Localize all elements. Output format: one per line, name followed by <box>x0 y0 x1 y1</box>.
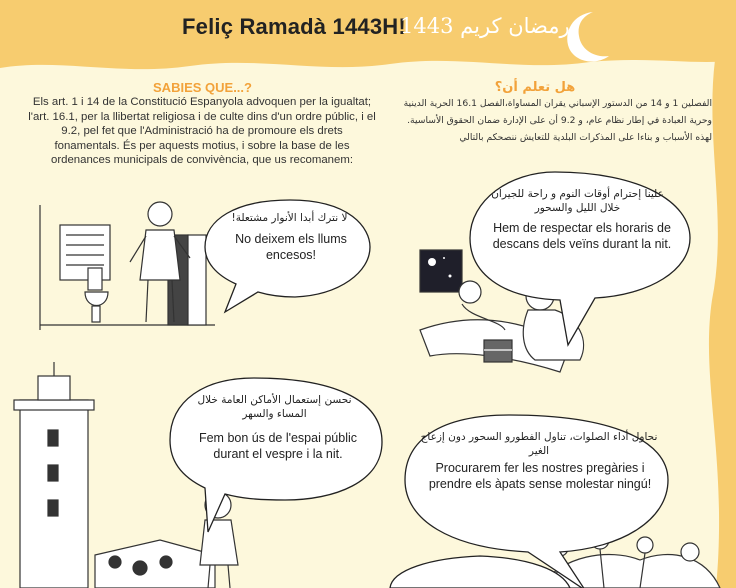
page-title-arabic: رمضان كريم 1443 <box>400 14 570 38</box>
bubble-prayers-arabic: نحاول أداء الصلوات، تناول الفطورو السحور دون إزعاج الغير <box>420 431 658 457</box>
intro-text-arabic: الفصلين 1 و 14 من الدستور الإسباني يقران المساواة،الفصل 16.1 الحرية الدينية وحرية العبادة في إطار نظام عام، و 9.2 أن على الإدارة ضمان الحقوق الأساسية. لهذه الأسباب و بناءا على المذكرات البلدية للتعايش ننصحكم بالتالي <box>403 98 712 143</box>
intro-heading-arabic: هل تعلم أن؟ <box>494 80 576 95</box>
bubble-sleep-catalan: Hem de respectar els horaris de descans dels veïns durant la nit. <box>492 221 672 251</box>
bubble-sleep-arabic: علينا إحترام أوقات النوم و راحة للجيران خلال الليل والسحور <box>491 188 664 214</box>
bubble-prayers-catalan: Procurarem fer les nostres pregàries i prendre els àpats sense molestar ningú! <box>428 461 652 491</box>
bubble-public-space-arabic: نحسن إستعمال الأماكن العامة خلال المساء والسهر <box>197 394 352 420</box>
bubble-lights-catalan: No deixem els llums encesos! <box>235 232 347 262</box>
bubble-public-space-catalan: Fem bon ús de l'espai públic durant el vespre i la nit. <box>198 431 358 461</box>
bubble-lights-arabic: لا نترك أبدا الأنوار مشتعلة! <box>231 212 348 224</box>
page-title: Feliç Ramadà 1443H! <box>182 14 406 39</box>
intro-text-catalan: Els art. 1 i 14 de la Constitució Espanyola advoquen per la igualtat; l'art. 16.1, per la llibertat religiosa i de culte dins d'un ordre públic, i el 9.2, pel fet que l'Administració ha de promoure els drets fonamentals. És per aquests motius, i sobre la base de les ordenances municipals de convivència, que us recomanem: <box>28 96 376 167</box>
intro-heading-catalan: SABIES QUE...? <box>153 80 252 95</box>
